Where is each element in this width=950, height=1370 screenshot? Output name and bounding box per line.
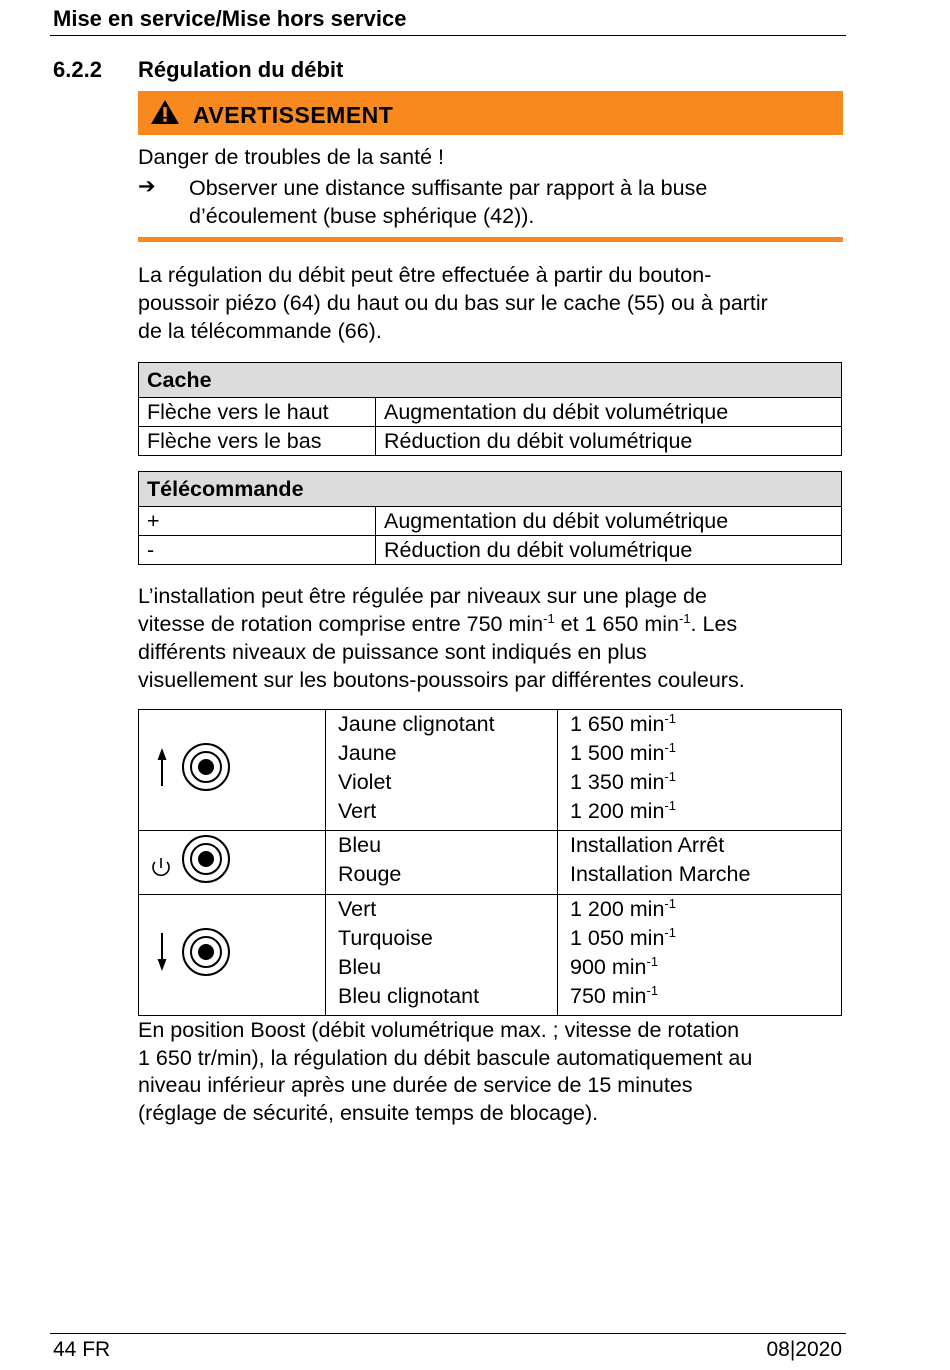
color-label: Jaune	[338, 741, 397, 765]
warning-label: AVERTISSEMENT	[193, 102, 394, 128]
remote-table-heading: Télécommande	[139, 472, 842, 507]
speed-value: 900 $\min^{-1}$	[570, 953, 659, 979]
boost-line-1: En position Boost (débit volumétrique max. ; vitesse de rotation	[138, 1018, 740, 1042]
speed-value: 1 200 $\min^{-1}$	[570, 797, 676, 823]
intro-line-1: La régulation du débit peut être effectuée à partir du bouton-	[138, 263, 712, 287]
levels-table	[138, 709, 842, 1016]
warning-action-line-1: Observer une distance suffisante par rapport à la buse	[189, 176, 708, 200]
speed-value: 1 200 $\min^{-1}$	[570, 895, 676, 921]
remote-table	[138, 471, 842, 565]
speed-list	[558, 710, 842, 831]
warning-danger-text: Danger de troubles de la santé !	[138, 145, 444, 169]
table-cell-effect: Augmentation du débit volumétrique	[376, 507, 842, 536]
color-label: Jaune clignotant	[338, 712, 495, 736]
running-header: Mise en service/Mise hors service	[53, 6, 407, 31]
intro-line-2: poussoir piézo (64) du haut ou du bas sur le cache (55) ou à partir	[138, 291, 768, 315]
table-cell-control: Flèche vers le bas	[139, 427, 376, 456]
color-label: Bleu clignotant	[338, 984, 480, 1008]
speed-list	[558, 831, 842, 895]
state-value: Installation Marche	[570, 862, 751, 886]
boost-line-3: niveau inférieur après une durée de service de 15 minutes	[138, 1073, 693, 1097]
button-icon-cell	[139, 710, 326, 831]
boost-line-4: (réglage de sécurité, ensuite temps de blocage).	[138, 1101, 599, 1125]
color-list	[326, 895, 558, 1016]
color-label: Bleu	[338, 833, 382, 857]
edition-date: 08|2020	[766, 1338, 842, 1361]
power-icon	[139, 831, 325, 888]
table-cell-effect: Réduction du débit volumétrique	[376, 536, 842, 565]
section-number: 6.2.2	[53, 57, 102, 82]
color-list	[326, 710, 558, 831]
intro-line-3: de la télécommande (66).	[138, 319, 382, 343]
table-row	[139, 895, 842, 1016]
table-row	[139, 536, 842, 565]
speed-list	[558, 895, 842, 1016]
boost-line-2: 1 650 tr/min), la régulation du débit bascule automatiquement au	[138, 1046, 753, 1070]
warning-end-rule	[138, 237, 843, 242]
speed-value: 1 050 $\min^{-1}$	[570, 924, 676, 950]
levels-line-1: L’installation peut être régulée par niveaux sur une plage de	[138, 584, 707, 608]
state-value: Installation Arrêt	[570, 833, 725, 857]
button-icon-cell	[139, 831, 326, 895]
color-list	[326, 831, 558, 895]
color-label: Vert	[338, 897, 377, 921]
speed-value: 1 650 $\min^{-1}$	[570, 710, 676, 736]
table-cell-effect: Augmentation du débit volumétrique	[376, 398, 842, 427]
table-row	[139, 831, 842, 895]
speed-value: 1 350 $\min^{-1}$	[570, 768, 676, 794]
table-row	[139, 507, 842, 536]
warning-triangle-icon	[150, 99, 180, 125]
cache-table-heading: Cache	[139, 363, 842, 398]
color-label: Vert	[338, 799, 377, 823]
arrow-right-icon: ➔	[138, 175, 156, 198]
speed-value: 750 $\min^{-1}$	[570, 982, 659, 1008]
cache-table	[138, 362, 842, 456]
header-rule	[50, 35, 846, 36]
page-number: 44 FR	[53, 1338, 111, 1361]
levels-line-4: visuellement sur les boutons-poussoirs par différentes couleurs.	[138, 668, 745, 692]
table-row	[139, 398, 842, 427]
levels-line-2: vitesse de rotation comprise entre 750 $\min^{-1}$ et 1 650 $\min^{-1}$. Les	[138, 610, 738, 636]
table-cell-control: +	[139, 507, 376, 536]
color-label: Violet	[338, 770, 392, 794]
table-row	[139, 710, 842, 831]
button-icon-cell	[139, 895, 326, 1016]
table-row	[139, 427, 842, 456]
footer-rule	[50, 1333, 846, 1334]
arrow-up-icon	[139, 710, 325, 824]
warning-action-line-2: d’écoulement (buse sphérique (42)).	[189, 204, 535, 228]
color-label: Turquoise	[338, 926, 433, 950]
color-label: Bleu	[338, 955, 382, 979]
levels-line-3: différents niveaux de puissance sont indiqués en plus	[138, 640, 647, 664]
color-label: Rouge	[338, 862, 402, 886]
speed-value: 1 500 $\min^{-1}$	[570, 739, 676, 765]
section-title: Régulation du débit	[138, 57, 344, 82]
table-cell-control: Flèche vers le haut	[139, 398, 376, 427]
arrow-down-icon	[139, 895, 325, 1009]
table-cell-control: -	[139, 536, 376, 565]
table-cell-effect: Réduction du débit volumétrique	[376, 427, 842, 456]
